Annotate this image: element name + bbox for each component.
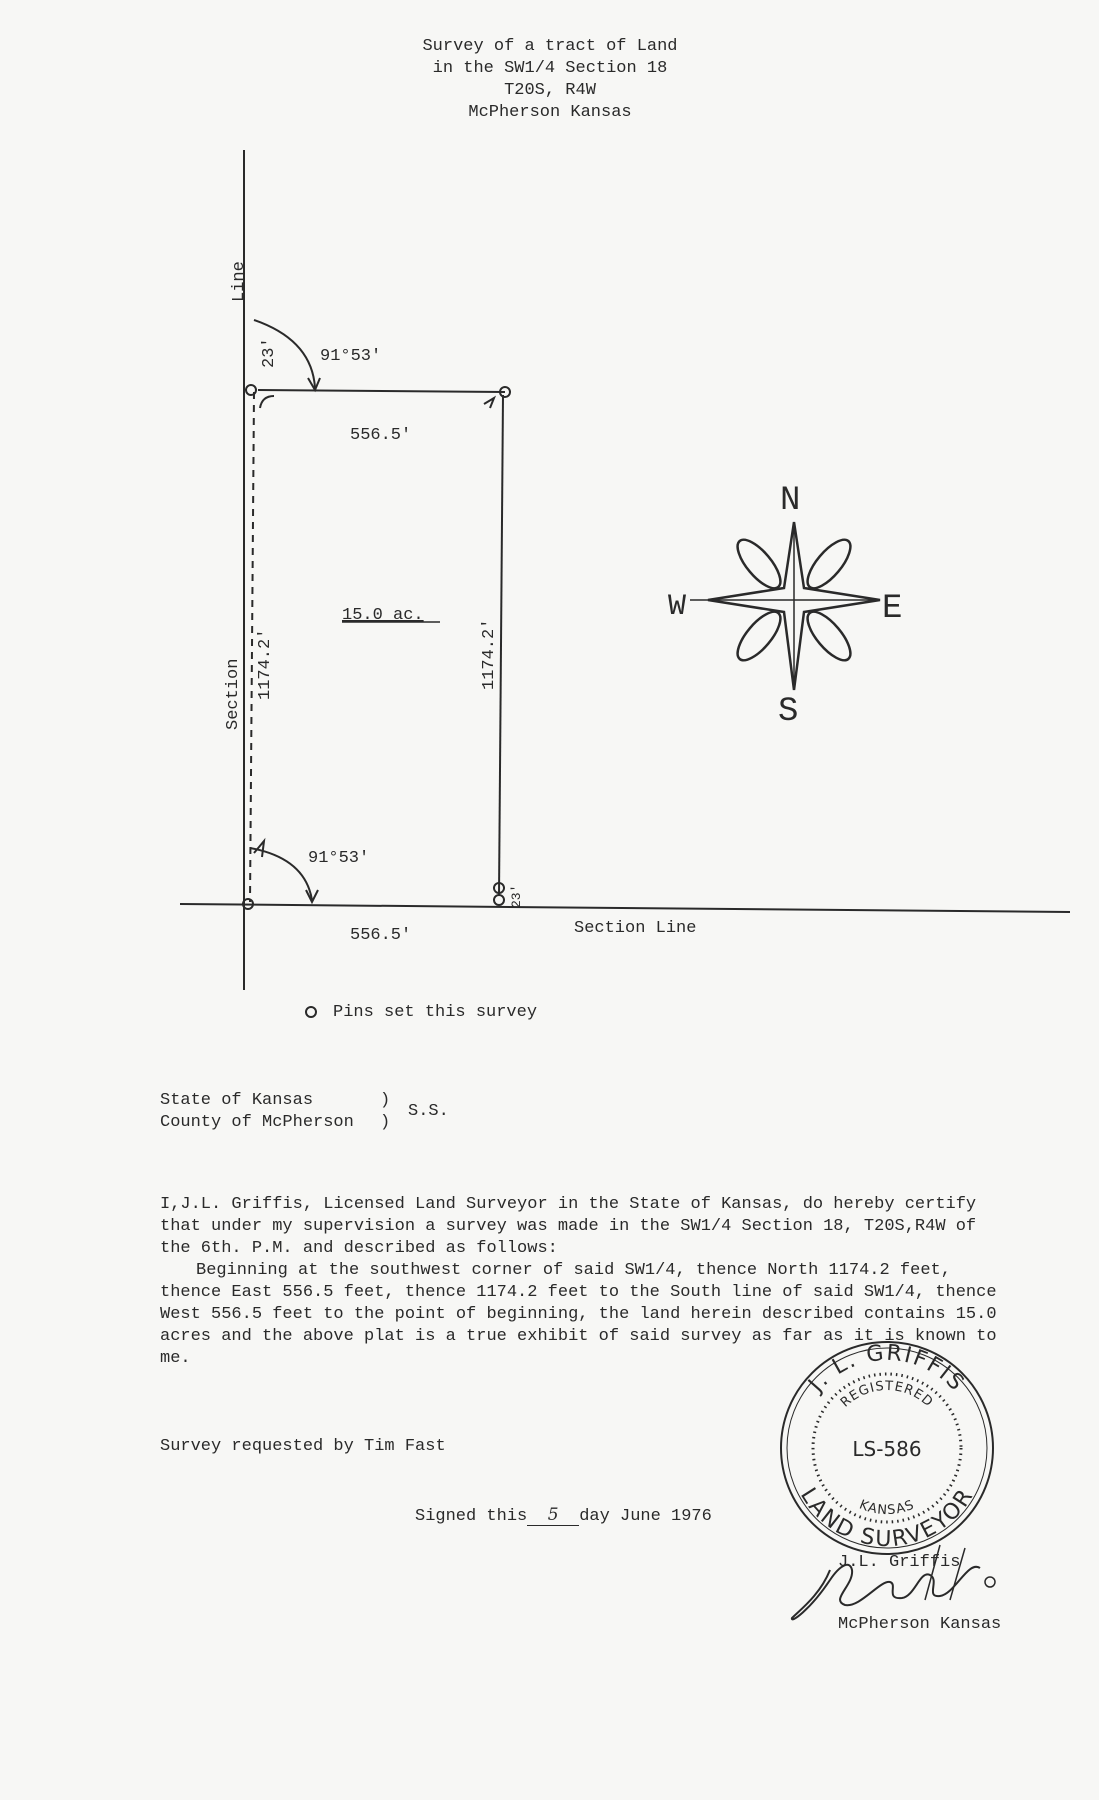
- venue-block: [160, 1090, 449, 1134]
- compass-rose: [668, 482, 902, 731]
- title-line-1: Survey of a tract of Land: [422, 37, 678, 56]
- south-section-line: [180, 904, 1070, 912]
- signed-prefix: Signed this: [415, 1507, 528, 1526]
- pin-legend-text: Pins set this survey: [333, 1003, 538, 1022]
- compass-petal-ne: [801, 533, 858, 594]
- title-line-4: McPherson Kansas: [468, 103, 632, 122]
- compass-south-letter: S: [778, 693, 799, 731]
- tract-west-boundary: [250, 392, 254, 902]
- venue-county-row: [160, 1112, 391, 1134]
- line-label: Line: [230, 261, 249, 302]
- section-line-label: Section Line: [574, 919, 697, 938]
- compass-petal-se: [801, 605, 858, 666]
- venue-county: County of McPherson: [160, 1113, 354, 1132]
- east-side-length: 1174.2': [480, 618, 499, 690]
- signed-suffix: day June 1976: [579, 1507, 712, 1526]
- tract-north-boundary: [258, 390, 505, 392]
- section-label: Section: [224, 658, 243, 730]
- south-side-length: 556.5': [350, 926, 412, 945]
- north-offset-label: 23': [260, 337, 279, 368]
- surveyor-city: McPherson Kansas: [838, 1615, 1002, 1634]
- signed-date-line: [415, 1505, 712, 1526]
- compass-north-letter: N: [780, 482, 801, 520]
- west-side-length: 1174.2': [256, 628, 275, 700]
- pin-legend: [305, 1003, 537, 1022]
- seal-top-text: J. L. GRIFFIS: [803, 1340, 970, 1397]
- venue-state-row: [160, 1090, 391, 1112]
- angle-bottom-label: 91°53': [308, 849, 370, 868]
- certification-paragraph-2: Beginning at the southwest corner of said SW1/4, thence North 1174.2 feet, thence East 556.5 feet, thence 1174.2 feet to the South line of said SW1/4, thence West 556.5 feet to the point of beginning, the land herein described contains 15.0 acres and the above plat is a true exhibit of said survey as far as it is known to me.: [160, 1261, 997, 1368]
- angle-top-label: 91°53': [320, 347, 382, 366]
- nw-corner-hook: [260, 396, 274, 408]
- south-offset-label: 23': [509, 884, 524, 908]
- compass-petal-sw: [731, 605, 788, 666]
- survey-requested-by: Survey requested by Tim Fast: [160, 1437, 446, 1456]
- compass-petal-nw: [731, 533, 788, 594]
- certification-paragraph-1: I,J.L. Griffis, Licensed Land Surveyor in the State of Kansas, do hereby certify that under my supervision a survey was made in the SW1/4 Section 18, T20S,R4W of the 6th. P.M. and described as follows:: [160, 1195, 977, 1258]
- surveyor-name: J.L. Griffis: [838, 1553, 961, 1572]
- title-line-2: in the SW1/4 Section 18: [432, 59, 668, 78]
- signed-day: 5: [527, 1505, 579, 1526]
- surveyor-seal: [777, 1338, 997, 1558]
- compass-east-letter: E: [882, 590, 903, 628]
- north-side-length: 556.5': [350, 426, 412, 445]
- venue-paren-2: ): [380, 1113, 391, 1132]
- seal-inner-top-text: REGISTERED: [837, 1378, 936, 1411]
- area-label: 15.0 ac.: [342, 606, 424, 625]
- venue-paren-1: ): [380, 1091, 391, 1110]
- tract-east-boundary: [499, 395, 503, 895]
- angle-arc-bottom: [250, 848, 312, 900]
- compass-west-letter: W: [668, 590, 687, 624]
- venue-ss: S.S.: [408, 1102, 449, 1121]
- signature-loop: [985, 1577, 995, 1587]
- pin-southeast: [494, 895, 504, 905]
- seal-inner-bottom-text: KANSAS: [857, 1497, 917, 1519]
- pin-symbol-icon: [305, 1006, 317, 1018]
- title-line-3: T20S, R4W: [504, 81, 596, 100]
- venue-state: State of Kansas: [160, 1091, 314, 1110]
- signature-flourish: [925, 1545, 965, 1600]
- seal-bottom-text: LAND SURVEYOR: [795, 1483, 980, 1553]
- pin-northwest: [246, 385, 256, 395]
- seal-license-number: LS-586: [852, 1437, 922, 1461]
- ne-corner-hook: [484, 398, 494, 408]
